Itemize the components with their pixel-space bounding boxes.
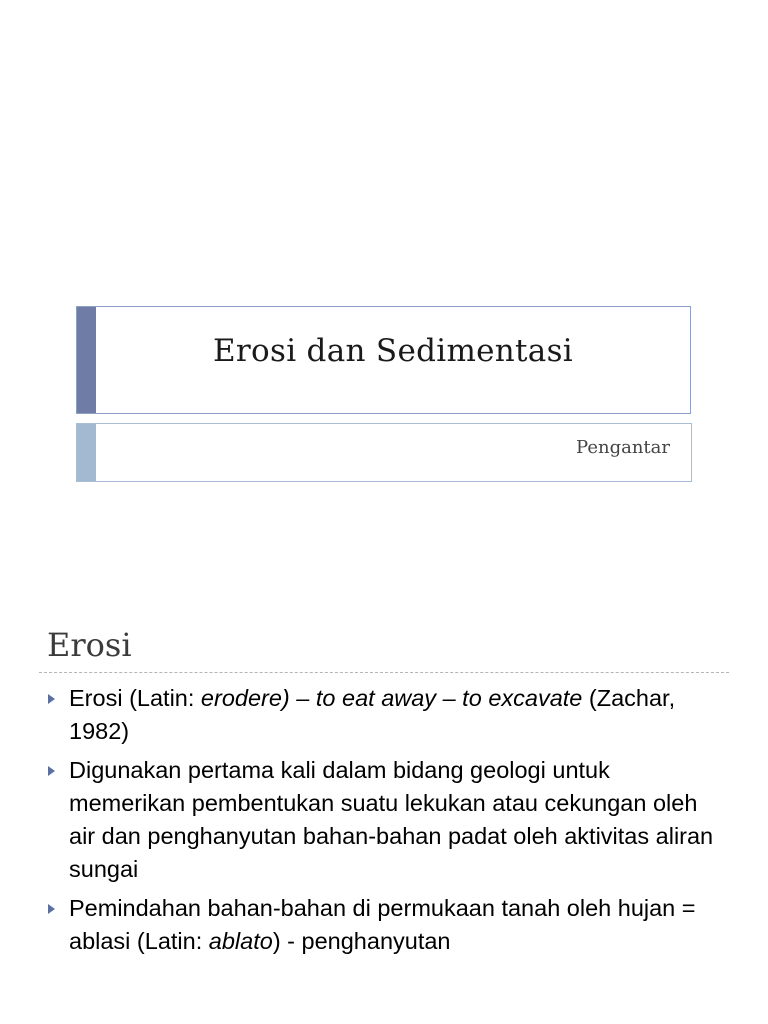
slide-title: Erosi dan Sedimentasi (212, 333, 574, 369)
bullet-text: (Zachar, 1982) (69, 685, 676, 744)
triangle-bullet-icon (48, 766, 55, 776)
subtitle-accent-bar (77, 424, 96, 481)
bullet-text: Pemindahan bahan-bahan di permukaan tanah oleh hujan = ablasi (Latin: (69, 895, 696, 954)
bullet-text: Erosi (Latin: (69, 685, 201, 711)
bullet-list (44, 682, 724, 964)
triangle-bullet-icon (48, 904, 55, 914)
bullet-item (44, 754, 724, 886)
title-accent-bar (77, 307, 96, 413)
bullet-item (44, 892, 724, 958)
title-divider (39, 672, 729, 673)
content-slide (0, 610, 768, 1024)
content-slide-title: Erosi (47, 626, 132, 664)
subtitle-box (76, 423, 692, 482)
slide-subtitle: Pengantar (576, 437, 670, 458)
bullet-text: Digunakan pertama kali dalam bidang geologi untuk memerikan pembentukan suatu lekukan atau cekungan oleh air dan penghanyutan bahan-bahan padat oleh aktivitas aliran sungai (69, 757, 714, 882)
triangle-bullet-icon (48, 694, 55, 704)
title-box (76, 306, 691, 414)
bullet-item (44, 682, 724, 748)
bullet-text: ) - penghanyutan (272, 928, 451, 954)
bullet-italic-text: ablato (208, 928, 273, 954)
bullet-italic-text: erodere) – to eat away – to excavate (200, 685, 583, 711)
